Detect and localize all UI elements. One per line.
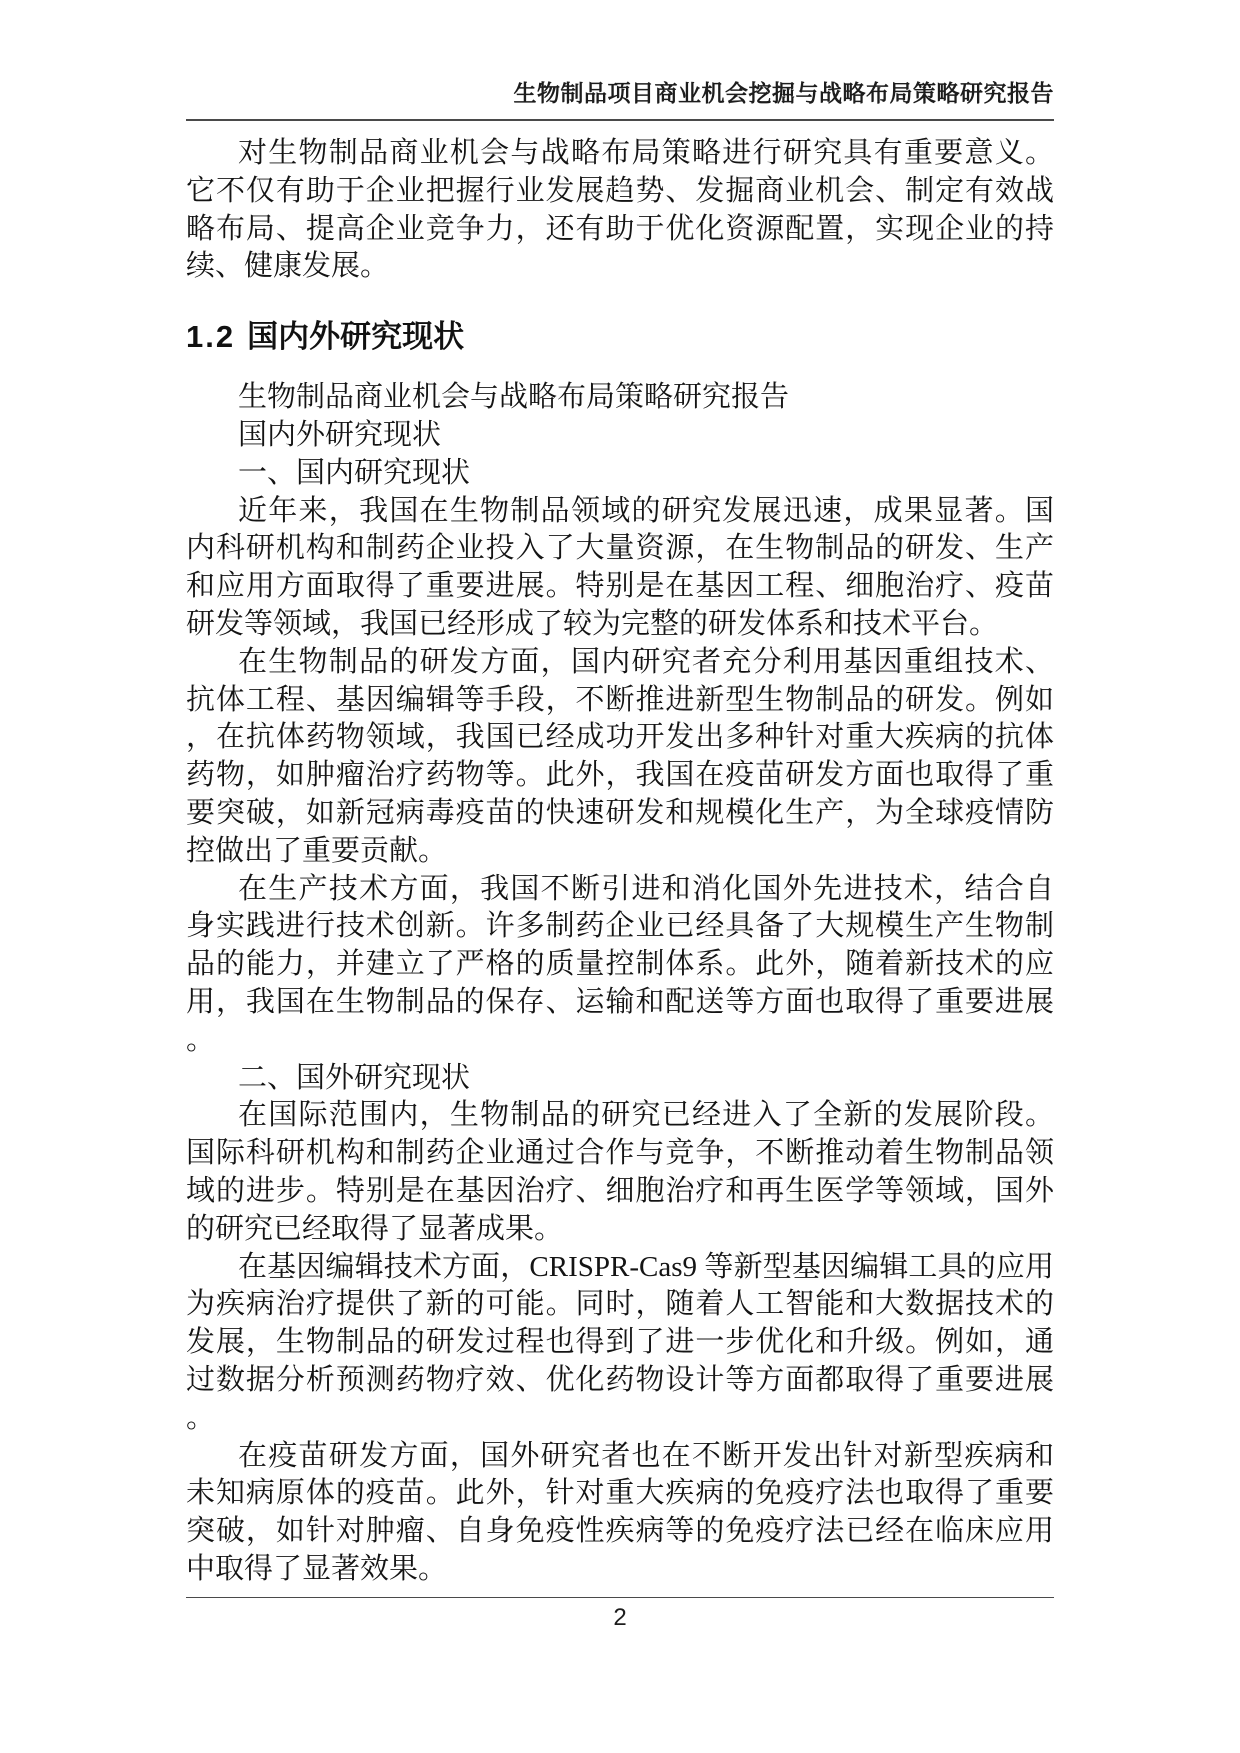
text-line: 用，我国在生物制品的保存、运输和配送等方面也取得了重要进展 — [186, 985, 1054, 1018]
text-line: 国内外研究现状 — [238, 418, 442, 451]
text-line: 二、国外研究现状 — [238, 1061, 471, 1094]
text-line: 在基因编辑技术方面，CRISPR-Cas9 等新型基因编辑工具的应用 — [238, 1250, 1054, 1283]
text-line: 在生产技术方面，我国不断引进和消化国外先进技术，结合自 — [238, 872, 1054, 905]
text-line: 身实践进行技术创新。许多制药企业已经具备了大规模生产生物制 — [186, 910, 1054, 943]
text-line: 对生物制品商业机会与战略布局策略进行研究具有重要意义。 — [238, 137, 1054, 169]
text-line: 。 — [186, 1023, 216, 1056]
paragraph — [186, 871, 1054, 1060]
text-line: 在生物制品的研发方面，国内研究者充分利用基因重组技术、 — [238, 645, 1054, 678]
text-line: 过数据分析预测药物疗效、优化药物设计等方面都取得了重要进展 — [186, 1363, 1054, 1396]
text-line: 品的能力，并建立了严格的质量控制体系。此外，随着新技术的应 — [186, 948, 1054, 981]
text-line: 控做出了重要贡献。 — [186, 834, 448, 867]
section-paragraphs — [186, 379, 1054, 1589]
text-line: 和应用方面取得了重要进展。特别是在基因工程、细胞治疗、疫苗 — [186, 570, 1054, 603]
paragraph — [186, 135, 1054, 286]
text-line: 国际科研机构和制药企业通过合作与竞争，不断推动着生物制品领 — [186, 1137, 1054, 1170]
section-number: 1.2 — [186, 319, 236, 355]
text-line: 发展，生物制品的研发过程也得到了进一步优化和升级。例如，通 — [186, 1326, 1054, 1359]
text-line: 一、国内研究现状 — [238, 456, 471, 489]
header-title: 生物制品项目商业机会挖掘与战略布局策略研究报告 — [513, 80, 1054, 106]
paragraph — [186, 455, 1054, 493]
section-heading — [186, 314, 1054, 359]
paragraph — [186, 1060, 1054, 1098]
document-body — [186, 135, 1054, 1589]
paragraph — [186, 1438, 1054, 1589]
paragraph — [186, 1249, 1054, 1438]
paragraph — [186, 493, 1054, 644]
text-line: 为疾病治疗提供了新的可能。同时，随着人工智能和大数据技术的 — [186, 1288, 1054, 1321]
text-line: 。 — [186, 1401, 216, 1434]
text-line: 抗体工程、基因编辑等手段，不断推进新型生物制品的研发。例如 — [186, 683, 1054, 716]
paragraph — [186, 379, 1054, 417]
text-line: ，在抗体药物领域，我国已经成功开发出多种针对重大疾病的抗体 — [186, 721, 1054, 754]
page-number: 2 — [613, 1604, 627, 1631]
text-line: 续、健康发展。 — [186, 250, 390, 283]
text-line: 研发等领域，我国已经形成了较为完整的研发体系和技术平台。 — [186, 607, 999, 640]
text-line: 的研究已经取得了显著成果。 — [186, 1212, 564, 1245]
section-title: 国内外研究现状 — [247, 319, 465, 355]
text-line: 突破，如针对肿瘤、自身免疫性疾病等的免疫疗法已经在临床应用 — [186, 1515, 1054, 1548]
text-line: 在国际范围内，生物制品的研究已经进入了全新的发展阶段。 — [238, 1099, 1054, 1132]
text-line: 在疫苗研发方面，国外研究者也在不断开发出针对新型疾病和 — [238, 1439, 1054, 1472]
text-line: 生物制品商业机会与战略布局策略研究报告 — [238, 381, 790, 414]
paragraph — [186, 644, 1054, 871]
paragraph — [186, 417, 1054, 455]
paragraph — [186, 1097, 1054, 1248]
text-line: 它不仅有助于企业把握行业发展趋势、发掘商业机会、制定有效战 — [186, 174, 1054, 207]
intro-paragraphs — [186, 135, 1054, 286]
header-rule — [186, 119, 1054, 121]
footer-rule — [186, 1597, 1054, 1598]
text-line: 要突破，如新冠病毒疫苗的快速研发和规模化生产，为全球疫情防 — [186, 796, 1054, 829]
text-line: 未知病原体的疫苗。此外，针对重大疾病的免疫疗法也取得了重要 — [186, 1477, 1054, 1510]
text-line: 近年来，我国在生物制品领域的研究发展迅速，成果显著。国 — [238, 494, 1054, 527]
text-line: 中取得了显著效果。 — [186, 1552, 448, 1585]
text-line: 略布局、提高企业竞争力，还有助于优化资源配置，实现企业的持 — [186, 212, 1054, 245]
text-line: 药物，如肿瘤治疗药物等。此外，我国在疫苗研发方面也取得了重 — [186, 759, 1054, 792]
page-header — [186, 0, 1054, 122]
text-line: 域的进步。特别是在基因治疗、细胞治疗和再生医学等领域，国外 — [186, 1174, 1054, 1207]
text-line: 内科研机构和制药企业投入了大量资源，在生物制品的研发、生产 — [186, 532, 1054, 565]
